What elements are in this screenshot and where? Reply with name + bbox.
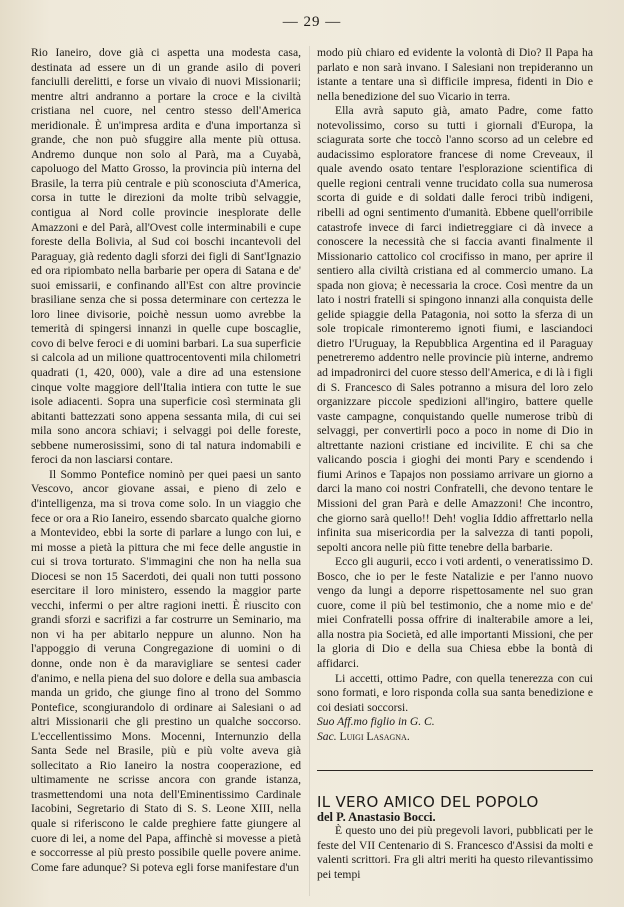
page-number: — 29 — xyxy=(282,14,342,30)
left-paragraph-1: Rio Ianeiro, dove già ci aspetta una modesta casa, destinata ad essere un di un grande asilo di poveri fanciulli derelitti, e forse un vivaio di nuovi Missionarii; mentre altri andranno a portare la croce e la civiltà cristiana nel cuore, nel centro stesso dell'America meridionale. È un'impresa ardita e d'una importanza sì grande, che non può sfuggire alla mente più ottusa. Andremo dunque non solo al Parà, ma a Cuyabà, capoluogo del Matto Grosso, la provincia più interna del Brasile, la terra più centrale e più sconosciuta d'America, corsa in tutte le direzioni da molte tribù selvaggie, contigua al Nord colle provincie inesplorate delle Amazzoni e del Parà, all'Ovest colle interminabili e cupe foreste della Bolivia, al Sud coi boschi incantevoli del Paraguay, già redento dagli sforzi dei figli di Sant'Ignazio ed ora ripiombato nella barbarie per opera di Satana e de' suoi emissarii, e confinando all'Est con altre provincie brasiliane senza che si possa determinare con certezza le loro linee divisorie, poichè nessun uomo avrebbe la temerità di spingersi innanzi in quelle cupe boscaglie, covo di belve feroci e di uomini barbari. La sua superficie si calcola ad un milione quattrocentoventi mila chilometri quadrati (1, 420, 000), vale a dire ad una estensione cinque volte maggiore dell'Italia intiera con tutte le sue isole adiacenti. Sopra una superficie così sterminata gli abitanti battezzati sono appena sessanta mila, di cui sei mila sono ancora schiavi; i selvaggi poi delle foreste, sebbene numerosissimi, sono di tal natura indomabili e feroci da non lasciarsi contare. xyxy=(31,46,301,467)
right-paragraph-2: Ella avrà saputo già, amato Padre, come fatto notevolissimo, corso su tutti i giornali d'Europa, la sciagurata sorte che toccò l'anno scorso ad un celebre ed audacissimo esploratore francese di nome Creveaux, il quale avendo osato tentare l'esplorazione scientifica di quelle regioni centrali venne trucidato colla sua numerosa scorta di guide e di soldati dalle feroci tribù indigeni, ribelli ad ogni sentimento d'umanità. Ebbene quell'orribile catastrofe invece di farci indietreggiare ci dà invece a conoscere la necessità che si faccia avanti finalmente il Missionario cattolico col crocifisso in mano, per aprire il sentiero alla civiltà cristiana ed al commercio umano. La spada non giova; è necessaria la croce. Così mentre da un lato i nostri fratelli si spingono innanzi alla conquista delle gelide spiaggie della Patagonia, noi sotto la sferza di un sole tropicale rimonteremo ignoti fiumi, e lasciandoci dietro l'Uruguay, la Repubblica Argentina ed il Paraguay penetreremo addentro nelle provincie più interne, andremo ad impadronirci del cuore stesso dell'America, e di là i figli di S. Francesco di Sales potranno a misura del loro zelo organizzare piccole spedizioni all'ingiro, battere quelle vaste campagne, conquistando quelle numerose tribù di selvaggi, per convertirli poco a poco in nome di Dio in altrettante nazioni cristiane ed incivilite. E chi sa che valicando poscia i gioghi dei monti Pary e scendendo i fiumi Arinos e Tapajos non possiamo arrivare un giorno a darci la mano coi nostri Confratelli, che devono tentare le Missioni del gran Parà e delle Amazzoni! Che incontro, che giorno sarà quello!! Deh! voglia Iddio affrettarlo nella infinita sua misericordia per la salvezza di tanti popoli, sepolti ancora nelle più fitte tenebre della barbarie. xyxy=(317,104,593,554)
signature-prefix: Sac. xyxy=(317,729,337,743)
right-column xyxy=(317,46,593,883)
signature-line-1: Suo Aff.mo figlio in G. C. xyxy=(317,715,435,729)
left-column xyxy=(31,46,301,875)
right-paragraph-3: Ecco gli augurii, ecco i voti ardenti, o veneratissimo D. Bosco, che io per le feste Natalizie e per l'anno nuovo vengo da lungi a deporre rispettosamente nel suo gran cuore, come il più bel testimonio, che a nome mio e de' miei Confratelli possa offrire di inalterabile amore a lei, alla nostra pia Società, ed alle importanti Missioni, che per la gloria di Dio e della sua Chiesa ebbe la bontà di affidarci. xyxy=(317,555,593,670)
right-paragraph-1: modo più chiaro ed evidente la volontà di Dio? Il Papa ha parlato e non sarà invano. I Salesiani non trepideranno un istante a tentare una sì difficile impresa, fidenti in Dio e nella benedizione del suo Vicario in terra. xyxy=(317,46,593,103)
section-divider xyxy=(317,770,593,771)
right-paragraph-4: Li accetti, ottimo Padre, con quella tenerezza con cui sono formati, e loro risponda colla sua santa benedizione e coi desiati soccorsi. xyxy=(317,671,593,714)
signature-name: Luigi Lasagna. xyxy=(339,729,410,743)
signature-line-2 xyxy=(317,730,593,745)
article-title: IL VERO AMICO DEL POPOLO xyxy=(317,793,539,812)
column-gutter xyxy=(309,46,310,896)
article-paragraph: È questo uno dei più pregevoli lavori, pubblicati per le feste del VII Centenario di S. Francesco d'Assisi da molti e valenti scrittori. Fra gli altri meriti ha questo rilevantissimo pei tempi xyxy=(317,824,593,881)
article-subtitle: del P. Anastasio Bocci. xyxy=(317,809,436,824)
left-paragraph-2: Il Sommo Pontefice nominò per quei paesi un santo Vescovo, ancor giovane assai, e pieno di zelo e d'intelligenza, ma si trova come solo. In un viaggio che fece or ora a Rio Ianeiro, essendo sbarcato qualche giorno a Montevideo, ebbi la sorte di parlare a lungo con lui, e mi mosse a pietà la pittura che mi fece delle angustie in cui si trova torturato. S'immagini che non ha nella sua Diocesi se non 15 Sacerdoti, dei quali non tutti possono esercitare il loro ministero, essendo la maggior parte vecchi, infermi o per altre ragioni inetti. È riuscito con grandi sforzi e sacrifizi a far costrurre un Seminario, ma non vi ha per abitarlo neppure un alunno. Non ha l'appoggio di veruna Congregazione di uomini o di donne, onde non è da maravigliare se sentesi cader d'animo, e nella piena del suo dolore e della sua ambascia manda un grido, che giunge fino al trono del Sommo Pontefice, scongiurandolo di ordinare ai Salesiani o ad altri Missionarii che gli prestino un qualche soccorso. L'eccellentissimo Mons. Mocenni, Internunzio della Santa Sede nel Brasile, più e più volte aveva già sollecitato a Rio Ianeiro la nostra cooperazione, ed ultimamente ne scrisse ancora con grande istanza, trasmettendomi una nota dell'Eminentissimo Cardinale Iacobini, Segretario di Stato di S. S. Leone XIII, nella quale si riferiscono le calde preghiere fatte giungere al cuore di lei, a nome del Papa, affinchè si movesse a pietà e soccorresse al più presto possibile quelle povere anime. Come fare adunque? Si poteva egli forse manifestare d'un xyxy=(31,467,301,874)
